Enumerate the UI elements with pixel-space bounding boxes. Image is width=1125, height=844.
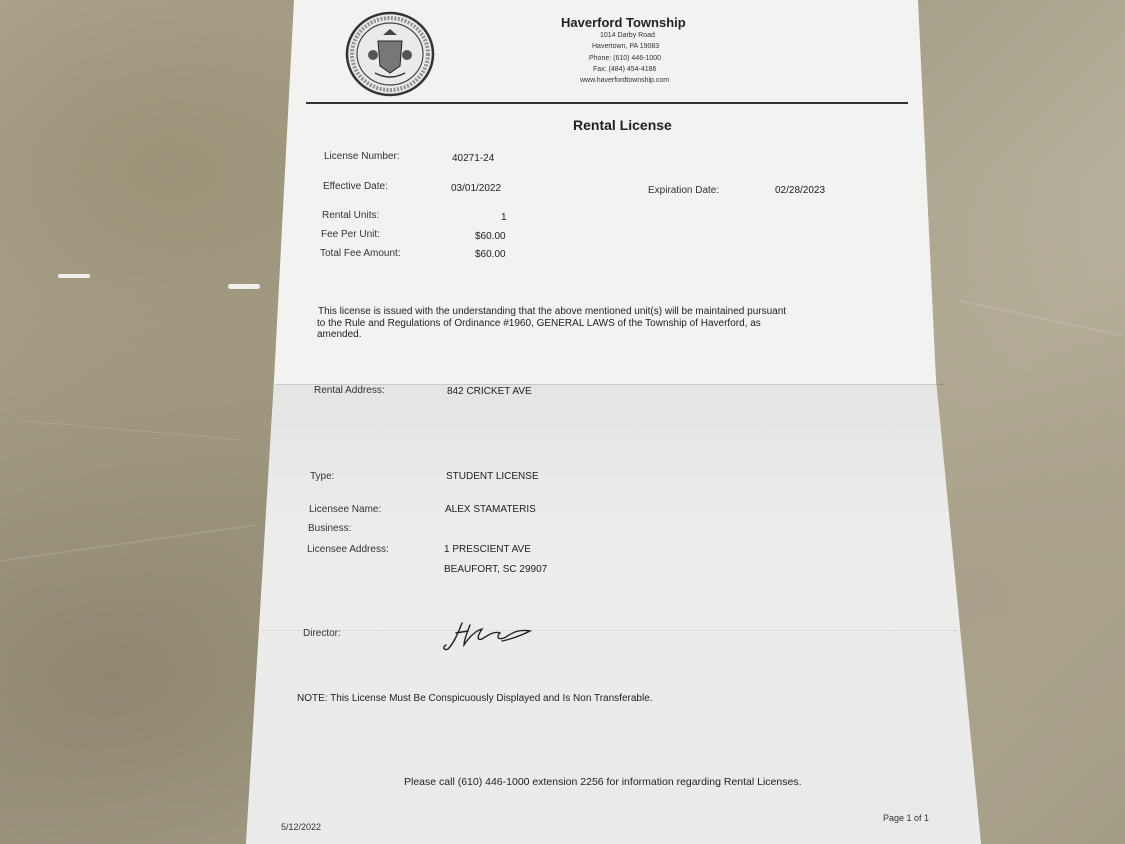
licensee-name: ALEX STAMATERIS [445, 504, 536, 515]
org-phone: Phone: (610) 446-1000 [589, 55, 661, 62]
fee-per-unit-label: Fee Per Unit: [321, 229, 380, 240]
township-seal-icon [345, 11, 435, 97]
org-name: Haverford Township [561, 15, 686, 30]
type-label: Type: [310, 471, 335, 482]
fee-per-unit: $60.00 [475, 231, 506, 242]
print-date: 5/12/2022 [281, 822, 322, 832]
licensee-name-label: Licensee Name: [309, 504, 382, 515]
rental-units-label: Rental Units: [322, 210, 380, 221]
expiration-date-label: Expiration Date: [648, 185, 720, 196]
rental-units: 1 [501, 212, 507, 223]
statement-line-2: to the Rule and Regulations of Ordinance #1960, GENERAL LAWS of the Township of Haverford, as [317, 318, 761, 329]
marble-vein [960, 300, 1122, 336]
licensee-address-label: Licensee Address: [307, 544, 389, 555]
header-rule [306, 102, 908, 104]
effective-date-label: Effective Date: [323, 181, 388, 192]
contact-info: Please call (610) 446-1000 extension 2256 for information regarding Rental Licenses. [404, 776, 802, 788]
org-address: 1014 Darby Road [600, 32, 655, 39]
license-paper-lower-fold [246, 384, 981, 844]
statement-line-3: amended. [317, 329, 362, 340]
expiration-date: 02/28/2023 [775, 185, 826, 196]
total-fee: $60.00 [475, 249, 506, 260]
licensee-address-line1: 1 PRESCIENT AVE [444, 544, 531, 555]
org-city: Havertown, PA 19083 [592, 43, 660, 50]
document-title: Rental License [573, 117, 672, 133]
license-number-label: License Number: [324, 151, 400, 162]
business-label: Business: [308, 523, 352, 534]
rental-address: 842 CRICKET AVE [447, 386, 532, 397]
license-number: 40271-24 [452, 153, 495, 164]
org-website: www.haverfordtownship.com [580, 77, 670, 84]
transfer-note: NOTE: This License Must Be Conspicuously Displayed and Is Non Transferable. [297, 693, 653, 704]
org-fax: Fax: (484) 454-4186 [593, 66, 657, 73]
license-type: STUDENT LICENSE [446, 471, 539, 482]
paper-fold [262, 630, 962, 631]
table-glare [58, 274, 90, 278]
statement-line-1: This license is issued with the understanding that the above mentioned unit(s) will be maintained pursuant [318, 306, 787, 317]
rental-address-label: Rental Address: [314, 385, 385, 396]
marble-vein [0, 524, 258, 562]
effective-date: 03/01/2022 [451, 183, 502, 194]
table-glare [228, 284, 260, 289]
director-signature-icon [442, 619, 537, 653]
licensee-address-line2: BEAUFORT, SC 29907 [444, 564, 548, 575]
marble-vein [20, 420, 239, 440]
page-number: Page 1 of 1 [883, 813, 930, 823]
total-fee-label: Total Fee Amount: [320, 248, 401, 259]
director-label: Director: [303, 628, 341, 639]
